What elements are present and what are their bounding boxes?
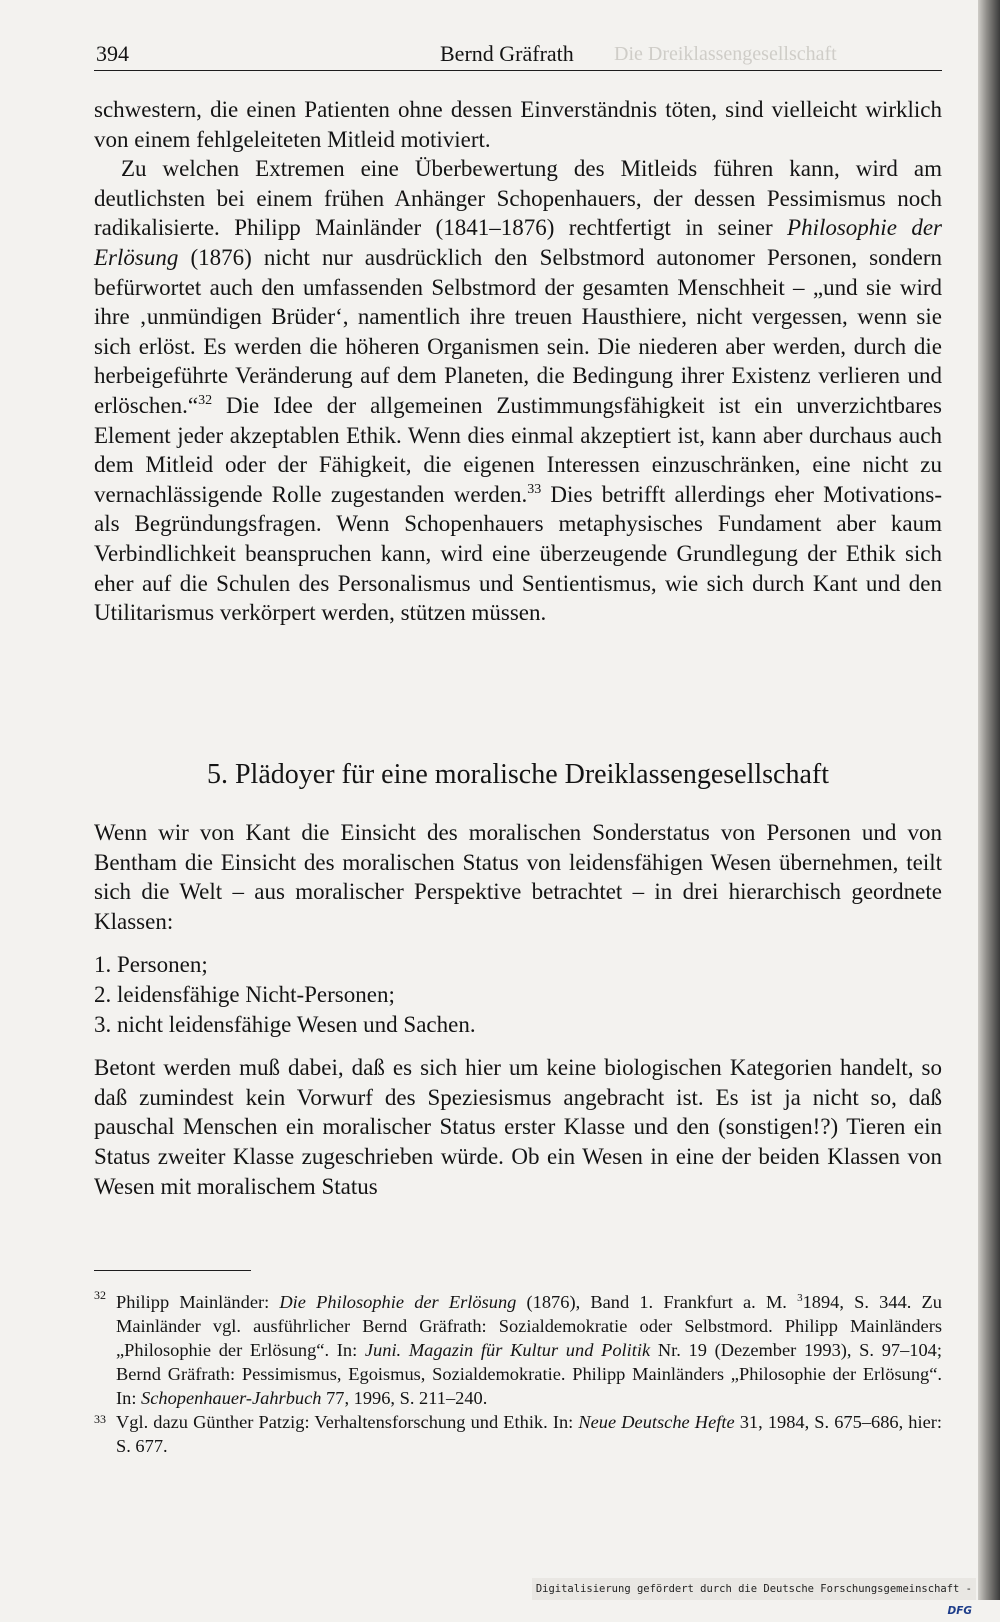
footnote-ref-32[interactable]: 32	[198, 392, 213, 408]
running-head: Bernd Gräfrath	[440, 41, 574, 66]
section-closing: Betont werden muß dabei, daß es sich hier um keine biologischen Kategorien handelt, so daß zumindest kein Vorwurf des Speziesismus angebracht ist. Es ist ja nicht so, daß pauschal Menschen ein moralischer Status erster Klasse und den (sonstigen!?) Tieren ein Status zweiter Klasse zugeschrieben würde. Ob ein Wesen in eine der beiden Klassen von Wesen mit moralischem Status	[94, 1055, 942, 1199]
footnote-number: 33	[94, 1412, 106, 1427]
page-edge-shadow	[978, 0, 1000, 1600]
book-title: Philosophie der Erlösung	[94, 215, 942, 270]
section-text	[94, 818, 942, 1201]
list-item: 3. nicht leidensfähige Wesen und Sachen.	[94, 1011, 476, 1037]
section-heading: 5. Plädoyer für eine moralische Dreiklassengesellschaft	[206, 759, 829, 790]
main-text	[94, 95, 942, 628]
digitization-footer	[532, 1578, 976, 1617]
dfg-logo: DFG	[947, 1605, 972, 1617]
footnote-divider	[94, 1270, 251, 1271]
footnote-ref-33[interactable]: 33	[527, 481, 542, 497]
section-intro: Wenn wir von Kant die Einsicht des moralischen Sonderstatus von Personen und von Bentham die Einsicht des moralischen Status von leidensfähigen Wesen übernehmen, teilt sich die Welt – aus moralischer Perspektive betrachtet – in drei hierarchisch geordnete Klassen:	[94, 820, 942, 934]
bleed-through-text: Die Dreiklassengesellschaft	[614, 43, 837, 65]
list-item: 1. Personen;	[94, 952, 208, 978]
footer-text: Digitalisierung gefördert durch die Deutsche Forschungsgemeinschaft -	[535, 1583, 972, 1595]
footnote-32: 32 Philipp Mainländer: Die Philosophie der Erlösung (1876), Band 1. Frankfurt a. M. $^3$1894, S. 344. Zu Mainländer vgl. ausführlicher Bernd Gräfrath: Sozialdemokratie oder Selbstmord. Philipp Mainländers „Philosophie der Erlösung“. In: Juni. Magazin für Kultur und Politik Nr. 19 (Dezember 1993), S. 97–104; Bernd Gräfrath: Pessimismus, Egoismus, Sozialdemokratie. Philipp Mainländers „Philosophie der Erlösung“. In: Schopenhauer-Jahrbuch 77, 1996, S. 211–240.	[94, 1286, 942, 1410]
footnote-33: 33 Vgl. dazu Günther Patzig: Verhaltensforschung und Ethik. In: Neue Deutsche Hefte 31, 1984, S. 675–686, hier: S. 677.	[94, 1410, 942, 1458]
paragraph-continuation: schwestern, die einen Patienten ohne dessen Einverständnis töten, sind vielleicht wirklich von einem fehlgeleiteten Mitleid motiviert.	[94, 97, 942, 152]
page-header	[94, 36, 942, 71]
class-list	[94, 950, 942, 1039]
paragraph-mainlaender: Zu welchen Extremen eine Überbewertung des Mitleids führen kann, wird am deutlichsten bei einem frühen Anhänger Schopenhauers, der dessen Pessimismus noch radikalisierte. Philipp Mainländer (1841–1876) rechtfertigt in seiner Philosophie der Erlösung (1876) nicht nur ausdrücklich den Selbstmord autonomer Personen, sondern befürwortet auch den umfassenden Selbstmord der gesamten Menschheit – „und sie wird ihre ‚unmündigen Brüder‘, namentlich ihre treuen Hausthiere, nicht vergessen, wenn sie sich erlöst. Es werden die höheren Organismen sein. Die niederen aber werden, durch die herbeigeführte Veränderung auf dem Planeten, die Bedingung ihrer Existenz verlieren und erlöschen.“$^{32}$ Die Idee der allgemeinen Zustimmungsfähigkeit ist ein unverzichtbares Element jeder akzeptablen Ethik. Wenn dies einmal akzeptiert ist, kann aber durchaus auch dem Mitleid oder der Fähigkeit, die eigenen Interessen einzuschränken, eine nicht zu vernachlässigende Rolle zugestanden werden.$^{33}$ Dies betrifft allerdings eher Motivations- als Begründungsfragen. Wenn Schopenhauers metaphysisches Fundament aber kaum Verbindlichkeit beanspruchen kann, wird eine überzeugende Grundlegung der Ethik sich eher auf die Schulen des Personalismus und Sentientismus, wie sich durch Kant und den Utilitarismus verkörpert werden, stützen müssen.	[94, 156, 942, 626]
footnote-number: 32	[94, 1288, 106, 1302]
footnotes	[94, 1286, 942, 1458]
page-number: 394	[96, 41, 129, 66]
list-item: 2. leidensfähige Nicht-Personen;	[94, 981, 395, 1007]
